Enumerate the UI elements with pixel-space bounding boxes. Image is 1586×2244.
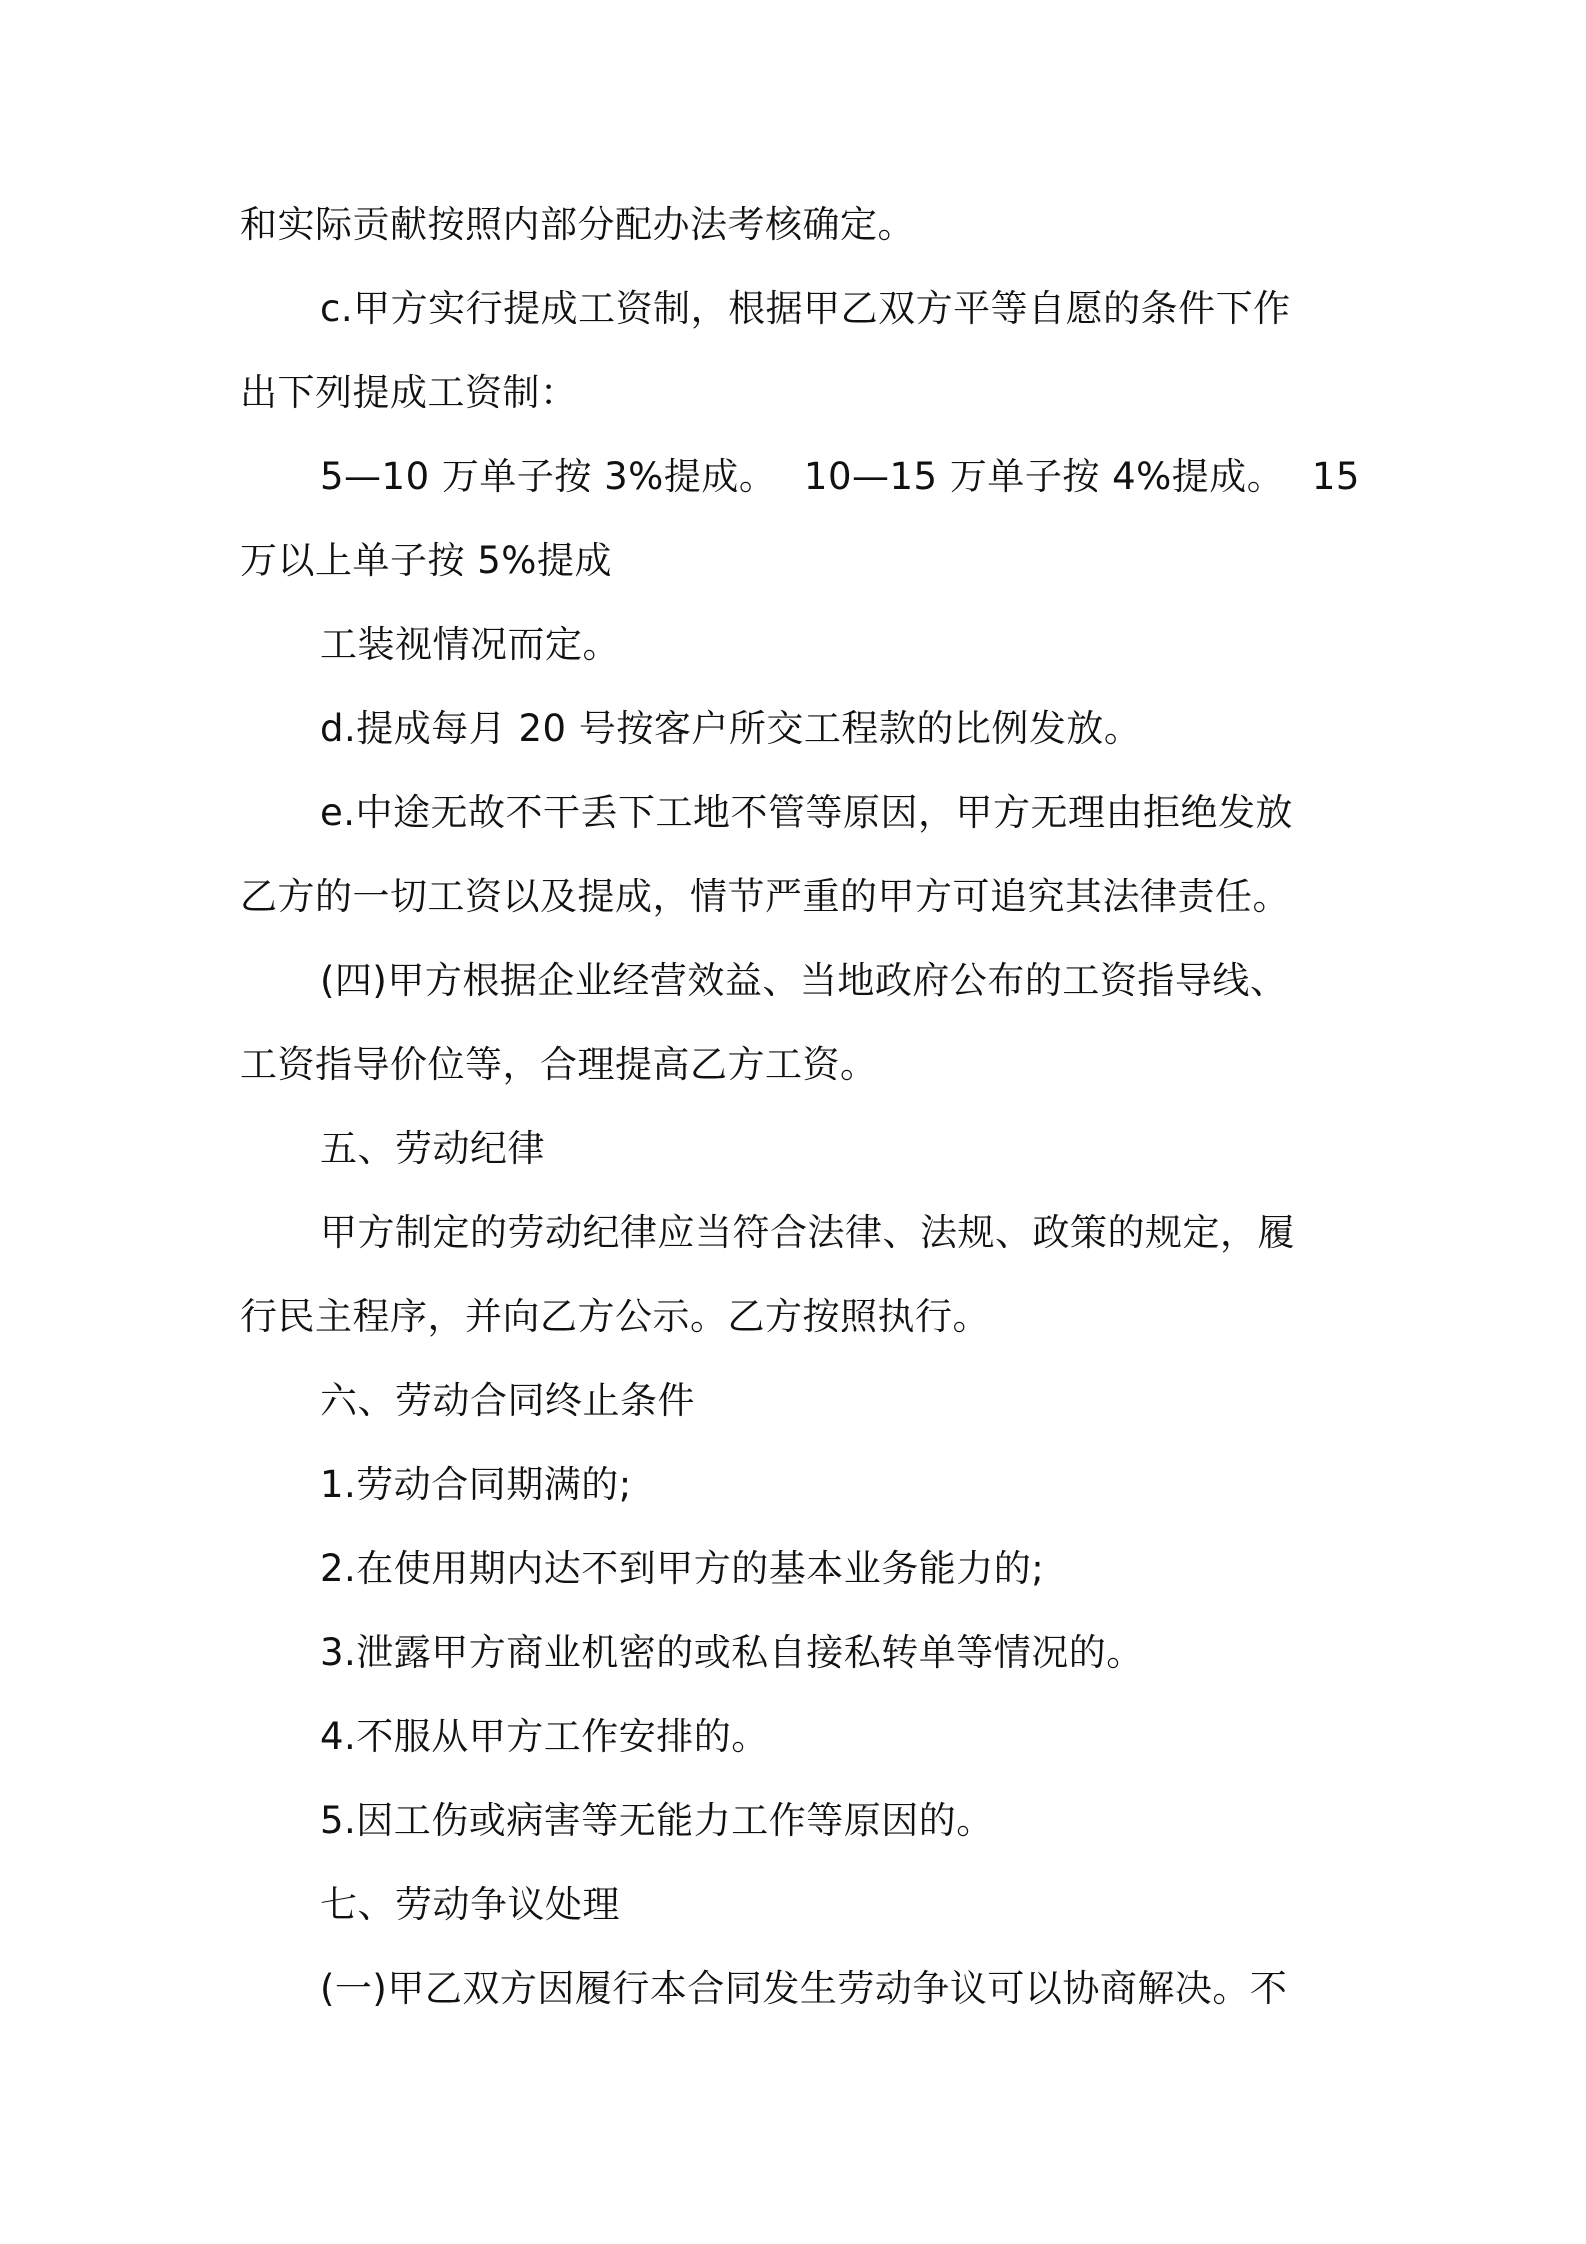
list-item: 1.劳动合同期满的; <box>320 1463 632 1506</box>
commission-rate-3-start: 15 <box>1311 455 1360 498</box>
list-item: 2.在使用期内达不到甲方的基本业务能力的; <box>320 1547 1045 1590</box>
commission-rate-2: 10—15 万单子按 4%提成。 <box>803 455 1285 498</box>
text-line: 工装视情况而定。 <box>320 623 620 666</box>
list-item: 3.泄露甲方商业机密的或私自接私转单等情况的。 <box>320 1631 1144 1674</box>
list-item: 5.因工伤或病害等无能力工作等原因的。 <box>320 1799 994 1842</box>
text-line: 甲方制定的劳动纪律应当符合法律、法规、政策的规定，履 <box>320 1211 1295 1254</box>
text-line: 乙方的一切工资以及提成，情节严重的甲方可追究其法律责任。 <box>240 875 1290 918</box>
text-line: 万以上单子按 5%提成 <box>240 539 612 582</box>
text-line: 行民主程序，并向乙方公示。乙方按照执行。 <box>240 1295 990 1338</box>
text-line: 工资指导价位等，合理提高乙方工资。 <box>240 1043 878 1086</box>
text-line: e.中途无故不干丢下工地不管等原因，甲方无理由拒绝发放 <box>320 791 1294 834</box>
section-heading: 七、劳动争议处理 <box>320 1883 620 1926</box>
text-line: d.提成每月 20 号按客户所交工程款的比例发放。 <box>320 707 1142 750</box>
list-item: 4.不服从甲方工作安排的。 <box>320 1715 769 1758</box>
text-line: 出下列提成工资制： <box>240 371 578 414</box>
section-heading: 六、劳动合同终止条件 <box>320 1379 695 1422</box>
text-line: (四)甲方根据企业经营效益、当地政府公布的工资指导线、 <box>320 959 1288 1002</box>
section-heading: 五、劳动纪律 <box>320 1127 545 1170</box>
commission-rates-line <box>320 453 1360 501</box>
text-line: c.甲方实行提成工资制，根据甲乙双方平等自愿的条件下作 <box>320 287 1291 330</box>
commission-rate-1: 5—10 万单子按 3%提成。 <box>320 455 777 498</box>
text-line: 和实际贡献按照内部分配办法考核确定。 <box>240 203 915 246</box>
text-line: (一)甲乙双方因履行本合同发生劳动争议可以协商解决。不 <box>320 1967 1288 2010</box>
